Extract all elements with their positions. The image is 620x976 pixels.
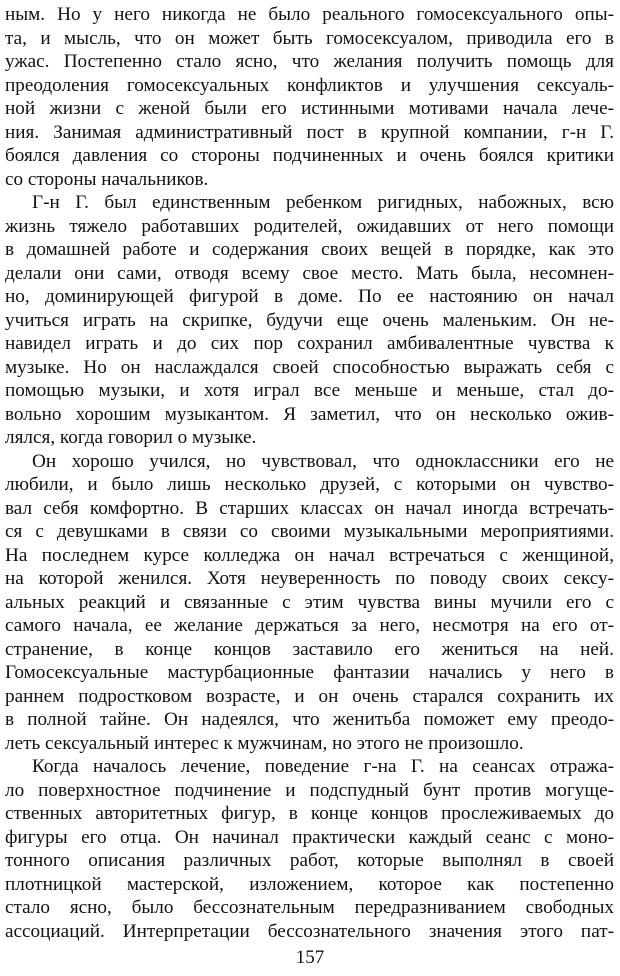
text-line: странение, в конце концов заставило его жениться на ней. [5, 638, 614, 660]
text-line: На последнем курсе колледжа он начал встречаться с женщиной, [5, 544, 614, 566]
text-line: ужас. Постепенно стало ясно, что желания получить помощь для [5, 51, 614, 72]
text-line: музыке. Но он наслаждался своей способностью выражать себя с [5, 356, 614, 378]
text-line: плотницкой мастерской, изложением, которое как постепенно [5, 873, 614, 895]
text-line: лялся, когда говорил о музыке. [5, 427, 257, 448]
text-line: ной жизни с женой были его истинными мотивами начала лече- [5, 98, 614, 119]
text-line: вал себя комфортно. В старших классах он начал иногда встречать- [5, 497, 614, 519]
text-line: навидел играть и до сих пор сохранил амбивалентные чувства к [5, 333, 614, 354]
text-line: помощью музыки, и хотя играл все меньше и меньше, стал до- [5, 380, 614, 401]
text-line: та, и мысль, что он может быть гомосексуалом, приводила его в [5, 27, 614, 49]
text-line: в домашней работе и содержания своих вещей в порядке, как это [5, 239, 614, 260]
text-line: тонного описания различных работ, которые выполнял в своей [5, 850, 614, 871]
paragraph-start-line: Он хорошо учился, но чувствовал, что одноклассники его не [32, 450, 614, 472]
paragraph-start-line: Когда началось лечение, поведение г-на Г. на сеансах отража- [32, 756, 614, 777]
text-line: ственных авторитетных фигур, в конце концов прослеживаемых до [5, 803, 614, 824]
page-number: 157 [295, 947, 325, 968]
text-line: раннем подростковом возрасте, и он очень старался сохранить их [5, 685, 614, 707]
text-line: ло поверхностное подчинение и подспудный бунт против могуще- [5, 779, 614, 801]
text-line: леть сексуальный интерес к мужчинам, но этого не произошло. [5, 732, 524, 754]
text-line: фигуры его отца. Он начинал практически каждый сеанс с моно- [5, 826, 614, 848]
text-line: боялся давления со стороны подчиненных и очень боялся критики [5, 145, 614, 166]
text-line: делали они сами, отводя всему свое место. Мать была, несомнен- [5, 262, 614, 284]
text-line: Гомосексуальные мастурбационные фантазии начались у него в [5, 662, 614, 683]
text-line: на которой женился. Хотя неуверенность по поводу своих сексу- [5, 568, 614, 589]
text-line: стало ясно, было бессознательным передразниванием свободных [5, 897, 614, 918]
text-line: самого начала, ее желание держаться за него, несмотря на его от- [5, 615, 614, 636]
text-line: альных реакций и связанные с этим чувства вины мучили его с [5, 591, 614, 613]
text-line: жизнь тяжело работавших родителей, ожидавших от него помощи [5, 215, 614, 237]
text-line: ным. Но у него никогда не было реального гомосексуального опы- [5, 4, 614, 25]
text-line: со стороны начальников. [5, 168, 209, 190]
text-line: учиться играть на скрипке, будучи еще очень маленьким. Он не- [5, 309, 614, 331]
text-line: в полной тайне. Он надеялся, что женитьба поможет ему преодо- [5, 709, 614, 730]
text-line: ассоциаций. Интерпретации бессознательного значения этого пат- [5, 920, 614, 942]
text-line: ния. Занимая административный пост в крупной компании, г-н Г. [5, 121, 614, 143]
text-line: но, доминирующей фигурой в доме. По ее настоянию он начал [5, 286, 614, 307]
text-line: вольно хорошим музыкантом. Я заметил, что он несколько ожив- [5, 403, 614, 425]
text-line: ся с девушками в связи со своими музыкальными мероприятиями. [5, 521, 614, 542]
paragraph-start-line: Г-н Г. был единственным ребенком ригидных, набожных, всю [32, 192, 614, 213]
text-line: преодоления гомосексуальных конфликтов и улучшения сексуаль- [5, 74, 614, 96]
text-line: любили, и было лишь несколько друзей, с которыми он чувство- [5, 474, 614, 495]
